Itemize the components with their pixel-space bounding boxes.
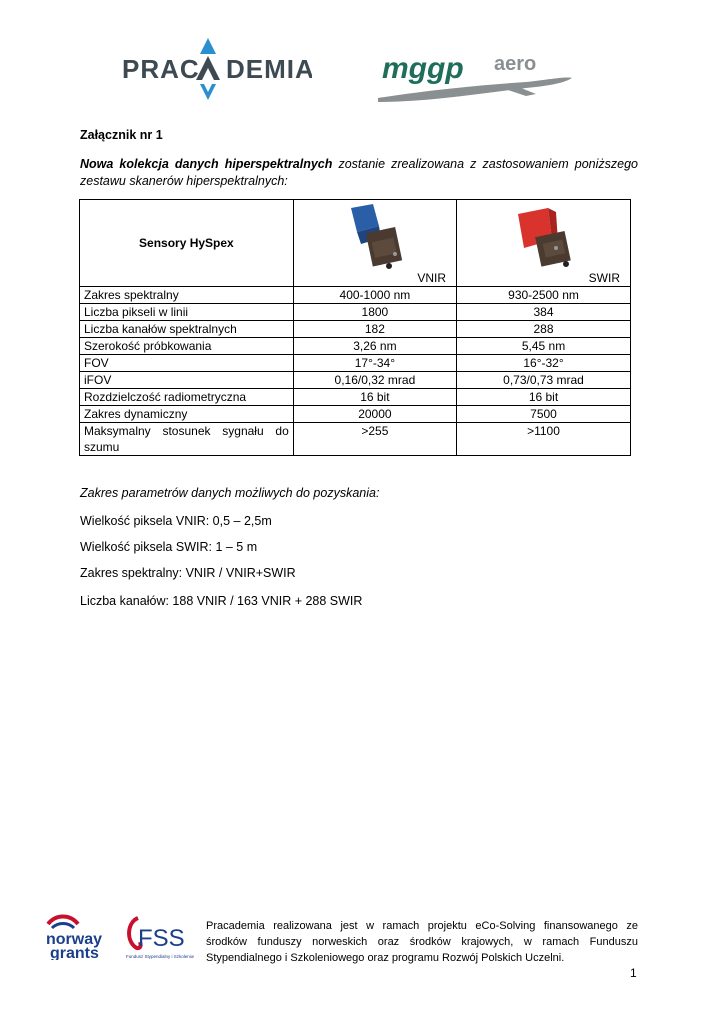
footer-text: Pracademia realizowana jest w ramach projektu eCo-Solving finansowanego ze środków funduszy norweskich oraz środków krajowych, w ramach Funduszu Stypendialnego i Szkoleniowego oraz programu Rozwój Polskich Uczelni. [206,920,638,964]
param-line: Wielkość piksela SWIR: 1 – 5 m [80,540,258,554]
svg-text:mggp: mggp [382,52,464,85]
header-label-cell [80,200,294,287]
table-header-label: Sensory HySpex [139,236,234,250]
page-number: 1 [630,966,637,980]
fss-subtext: Fundusz Stypendialny i Szkoleniowy [126,954,194,959]
mggp-aero-logo [376,46,576,108]
intro-bold: Nowa kolekcja danych hiperspektralnych [80,157,333,171]
vnir-value: 400-1000 nm [293,287,456,304]
table-row [80,338,631,355]
table-row [80,389,631,406]
table-row [80,321,631,338]
table-row [80,406,631,423]
table-row [80,287,631,304]
attachment-title: Załącznik nr 1 [80,128,163,142]
table-row [80,372,631,389]
swir-value: >1100 [457,423,631,456]
vnir-header-cell [293,200,456,287]
svg-text:aero: aero [494,53,537,75]
row-label: Zakres dynamiczny [80,406,294,423]
swir-value: 16°-32° [457,355,631,372]
vnir-camera-image [343,204,407,276]
row-label: Rozdzielczość radiometryczna [80,389,294,406]
fss-text: FSS [138,925,185,952]
intro-paragraph [80,156,638,190]
row-label: Maksymalny stosunek sygnału do szumu [80,423,294,456]
row-label: iFOV [80,372,294,389]
table-row [80,304,631,321]
table-row [80,355,631,372]
vnir-column-label: VNIR [417,271,447,285]
swir-value: 288 [457,321,631,338]
swir-value: 7500 [457,406,631,423]
fss-logo [124,912,194,960]
vnir-value: 16 bit [293,389,456,406]
param-line: Wielkość piksela VNIR: 0,5 – 2,5m [80,514,272,528]
param-line: Zakres spektralny: VNIR / VNIR+SWIR [80,566,296,580]
swir-value: 384 [457,304,631,321]
intro-rest: zostanie zrealizowana z zastosowaniem poniższego zestawu skanerów hiperspektralnych: [80,157,638,188]
param-line: Liczba kanałów: 188 VNIR / 163 VNIR + 288 SWIR [80,594,363,608]
row-label: FOV [80,355,294,372]
swir-header-cell [457,200,631,287]
vnir-value: 1800 [293,304,456,321]
grants-text: grants [50,945,99,960]
row-label: Liczba pikseli w linii [80,304,294,321]
row-label: Szerokość próbkowania [80,338,294,355]
vnir-value: 182 [293,321,456,338]
table-header-row [80,200,631,287]
pracademia-logo [122,38,312,102]
norway-grants-logo [44,912,120,960]
swir-value: 0,73/0,73 mrad [457,372,631,389]
table-row [80,423,631,456]
swir-value: 5,45 nm [457,338,631,355]
swir-column-label: SWIR [588,271,620,285]
row-label: Zakres spektralny [80,287,294,304]
vnir-value: 0,16/0,32 mrad [293,372,456,389]
swir-camera-image [512,204,576,276]
row-label: Liczba kanałów spektralnych [80,321,294,338]
vnir-value: 17°-34° [293,355,456,372]
params-title: Zakres parametrów danych możliwych do pozyskania: [80,486,380,500]
svg-text:PRAC: PRAC [122,54,200,84]
sensor-table [79,199,631,456]
vnir-value: >255 [293,423,456,456]
svg-text:DEMIA: DEMIA [226,54,312,84]
vnir-value: 20000 [293,406,456,423]
norway-text: norway [46,931,103,948]
vnir-value: 3,26 nm [293,338,456,355]
swir-value: 16 bit [457,389,631,406]
swir-value: 930-2500 nm [457,287,631,304]
